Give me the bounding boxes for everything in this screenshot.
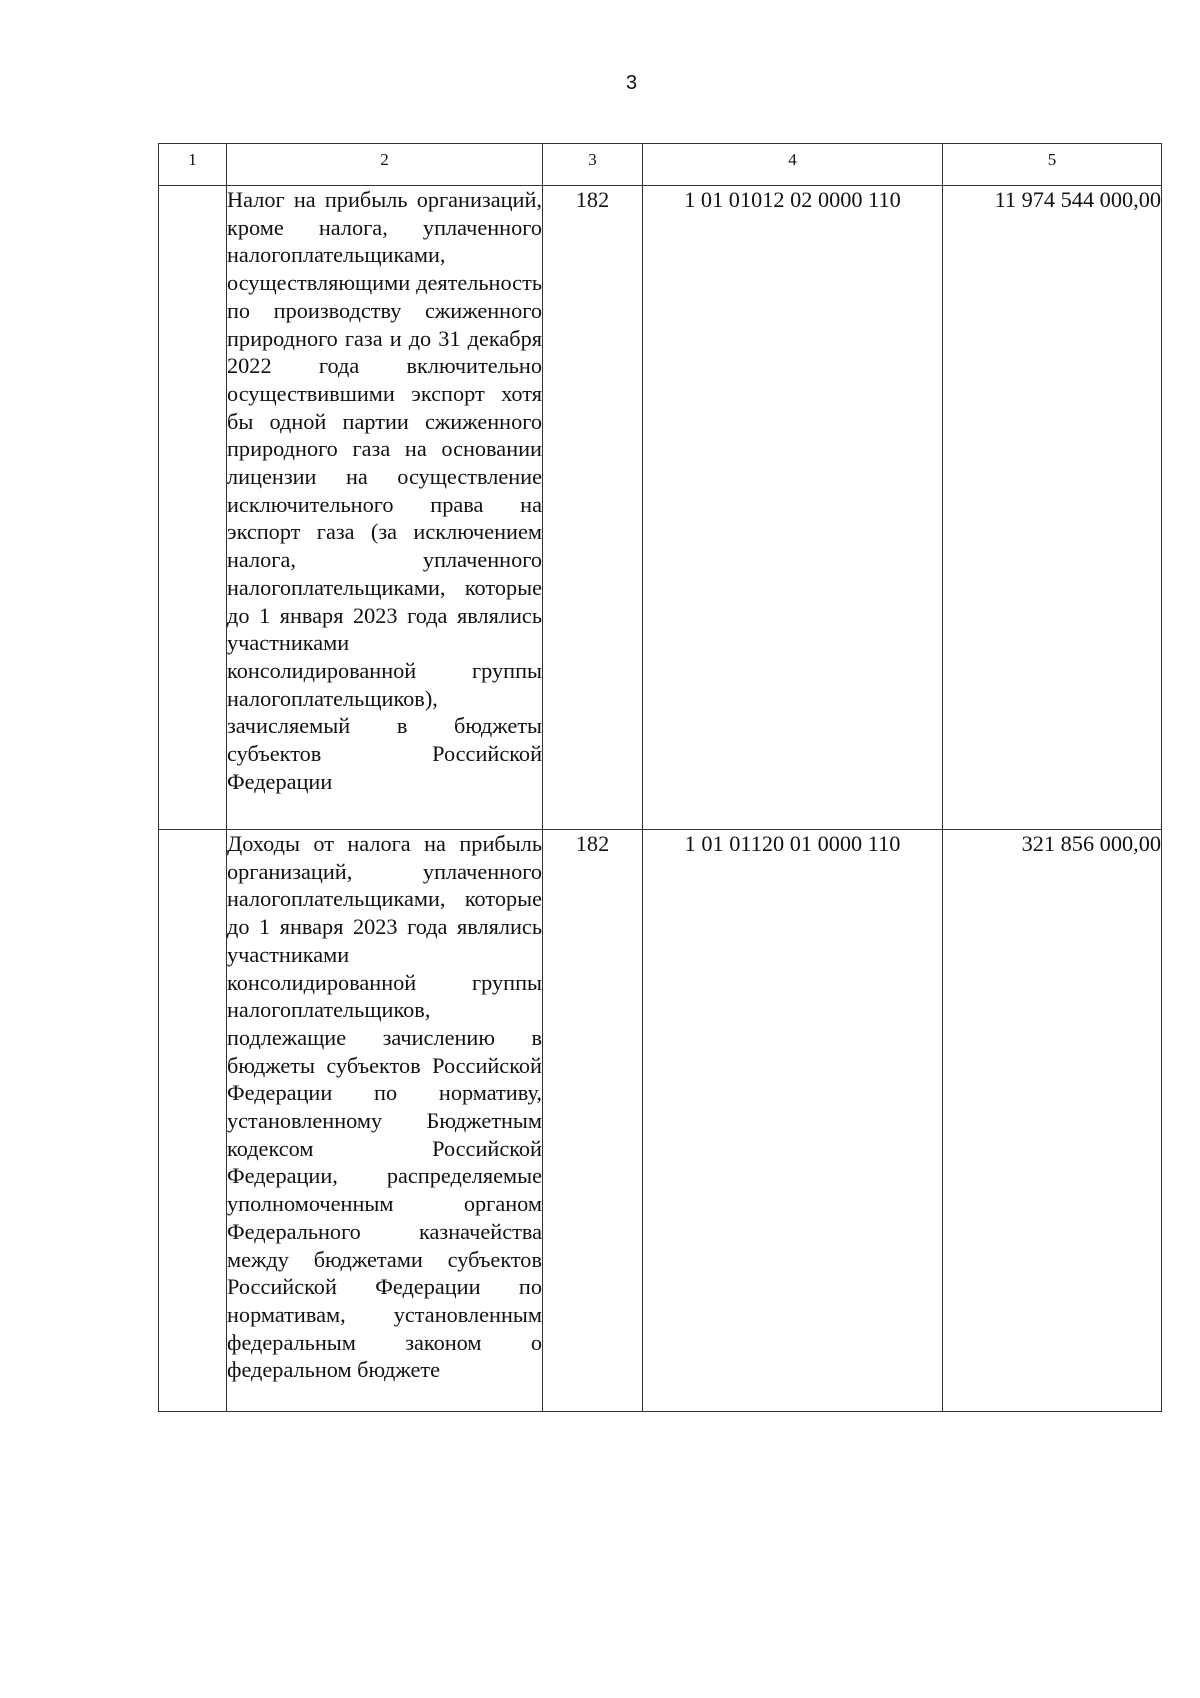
admin-code-cell: 182	[543, 186, 643, 830]
admin-code-cell: 182	[543, 830, 643, 1412]
revenue-table	[158, 143, 1162, 1412]
amount-cell: 11 974 544 000,00	[943, 186, 1162, 830]
column-header-4: 4	[643, 144, 943, 186]
column-header-2: 2	[227, 144, 543, 186]
column-header-5: 5	[943, 144, 1162, 186]
revenue-name-cell: Доходы от налога на прибыль организаций, уплаченного налогоплательщиками, которые до 1 января 2023 года являлись участниками консолидированной группы налогоплательщиков, подлежащие зачислению в бюджеты субъектов Российской Федерации по нормативу, установленному Бюджетным кодексом Российской Федерации, распределяемые уполномоченным органом Федерального казначейства между бюджетами субъектов Российской Федерации по нормативам, установленным федеральным законом о федеральном бюджете	[227, 830, 543, 1412]
budget-code-cell: 1 01 01120 01 0000 110	[643, 830, 943, 1412]
column-header-3: 3	[543, 144, 643, 186]
budget-code-cell: 1 01 01012 02 0000 110	[643, 186, 943, 830]
table-header-row	[159, 144, 1162, 186]
row-index-cell	[159, 830, 227, 1412]
table-row	[159, 830, 1162, 1412]
table-row	[159, 186, 1162, 830]
amount-cell: 321 856 000,00	[943, 830, 1162, 1412]
page-number: 3	[625, 72, 638, 94]
row-index-cell	[159, 186, 227, 830]
column-header-1: 1	[159, 144, 227, 186]
revenue-name-cell: Налог на прибыль организаций, кроме налога, уплаченного налогоплательщиками, осуществляющими деятельность по производству сжиженного природного газа и до 31 декабря 2022 года включительно осуществившими экспорт хотя бы одной партии сжиженного природного газа на основании лицензии на осуществление исключительного права на экспорт газа (за исключением налога, уплаченного налогоплательщиками, которые до 1 января 2023 года являлись участниками консолидированной группы налогоплательщиков), зачисляемый в бюджеты субъектов Российской Федерации	[227, 186, 543, 830]
